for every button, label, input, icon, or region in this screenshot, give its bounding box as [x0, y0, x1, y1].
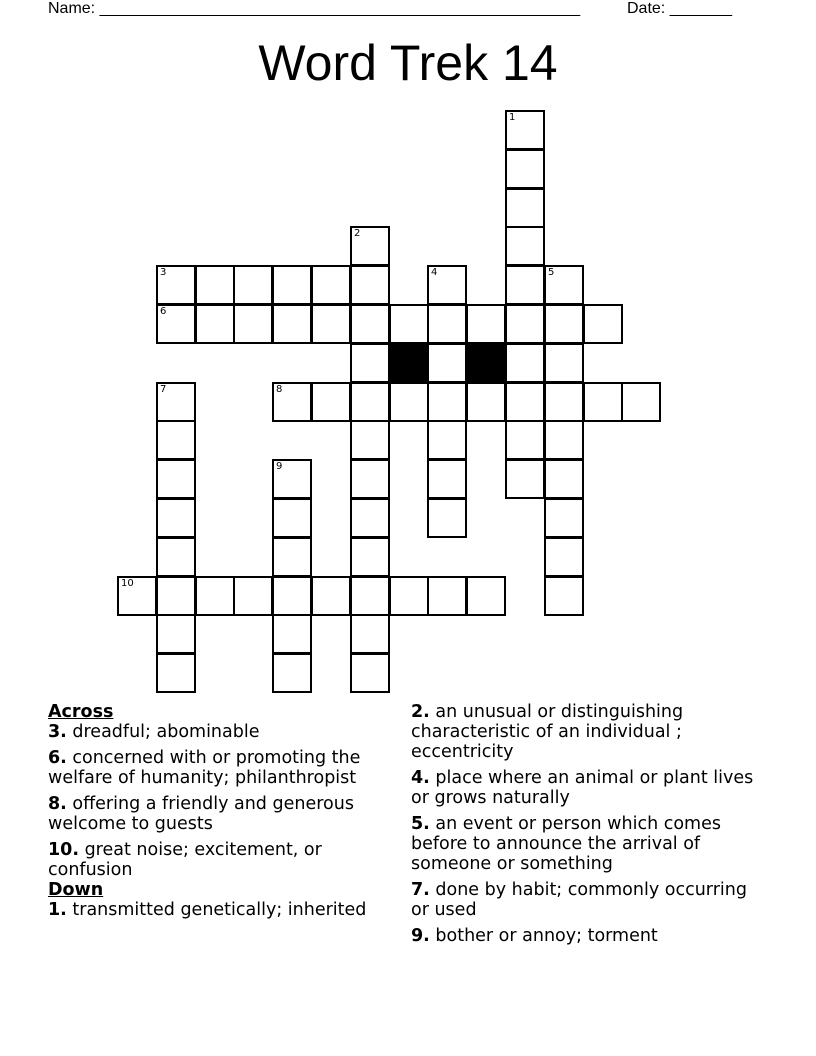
grid-cell[interactable]	[350, 614, 390, 654]
grid-cell[interactable]	[544, 304, 584, 344]
clue-text: concerned with or promoting the welfare of humanity; philanthropist	[48, 748, 361, 788]
grid-cell[interactable]	[544, 343, 584, 383]
grid-cell[interactable]	[195, 304, 235, 344]
clue-text: transmitted genetically; inherited	[66, 900, 367, 920]
numbered-cell-2[interactable]	[350, 226, 390, 266]
grid-cell[interactable]	[505, 149, 545, 189]
grid-cell[interactable]	[272, 265, 312, 305]
grid-cell[interactable]	[272, 614, 312, 654]
grid-cell[interactable]	[466, 382, 506, 422]
grid-cell[interactable]	[350, 304, 390, 344]
grid-cell[interactable]	[311, 576, 351, 616]
clue-text: an event or person which comes before to announce the arrival of someone or something	[411, 814, 721, 874]
grid-cell[interactable]	[156, 576, 196, 616]
grid-cell[interactable]	[427, 420, 467, 460]
grid-cell[interactable]	[389, 382, 429, 422]
cell-number: 7	[160, 384, 167, 395]
grid-cell[interactable]	[389, 304, 429, 344]
grid-cell[interactable]	[233, 576, 273, 616]
grid-cell[interactable]	[427, 343, 467, 383]
grid-cell[interactable]	[505, 459, 545, 499]
clue-text: dreadful; abominable	[66, 722, 260, 742]
grid-cell[interactable]	[350, 382, 390, 422]
across-heading: Across	[48, 702, 114, 722]
grid-cell[interactable]	[272, 537, 312, 577]
grid-cell[interactable]	[272, 304, 312, 344]
grid-cell[interactable]	[195, 576, 235, 616]
grid-cell[interactable]	[156, 459, 196, 499]
clues-left-column	[48, 702, 398, 926]
numbered-cell-6[interactable]	[156, 304, 196, 344]
grid-cell[interactable]	[156, 420, 196, 460]
across-clue-6	[48, 748, 398, 788]
grid-cell[interactable]	[427, 576, 467, 616]
clue-text: an unusual or distinguishing characteristic of an individual ; eccentricity	[411, 702, 684, 762]
down-clue-4	[411, 768, 761, 808]
grid-cell[interactable]	[156, 614, 196, 654]
black-square	[389, 343, 429, 383]
across-clue-3	[48, 722, 398, 742]
clue-number: 2.	[411, 702, 430, 722]
cell-number: 9	[276, 461, 283, 472]
grid-cell[interactable]	[427, 459, 467, 499]
grid-cell[interactable]	[544, 459, 584, 499]
grid-cell[interactable]	[233, 265, 273, 305]
clue-number: 7.	[411, 880, 430, 900]
cell-number: 4	[431, 267, 438, 278]
grid-cell[interactable]	[389, 576, 429, 616]
down-clue-5	[411, 814, 761, 874]
grid-cell[interactable]	[466, 576, 506, 616]
grid-cell[interactable]	[350, 537, 390, 577]
grid-cell[interactable]	[544, 537, 584, 577]
down-clue-1	[48, 900, 398, 920]
grid-cell[interactable]	[311, 265, 351, 305]
clue-text: great noise; excitement, or confusion	[48, 840, 322, 880]
grid-cell[interactable]	[621, 382, 661, 422]
grid-cell[interactable]	[156, 498, 196, 538]
grid-cell[interactable]	[350, 459, 390, 499]
name-field-label[interactable]: Name: ______________________________________________________	[48, 0, 581, 17]
grid-cell[interactable]	[505, 304, 545, 344]
down-clue-7	[411, 880, 761, 920]
grid-cell[interactable]	[350, 343, 390, 383]
numbered-cell-5[interactable]	[544, 265, 584, 305]
worksheet-header	[0, 0, 816, 22]
grid-cell[interactable]	[427, 382, 467, 422]
puzzle-title: Word Trek 14	[258, 35, 558, 91]
black-square	[466, 343, 506, 383]
clue-number: 9.	[411, 926, 430, 946]
clue-text: bother or annoy; torment	[429, 926, 658, 946]
grid-cell[interactable]	[156, 537, 196, 577]
grid-cell[interactable]	[311, 382, 351, 422]
grid-cell[interactable]	[505, 382, 545, 422]
grid-cell[interactable]	[272, 576, 312, 616]
cell-number: 6	[160, 306, 167, 317]
grid-cell[interactable]	[505, 265, 545, 305]
grid-cell[interactable]	[544, 420, 584, 460]
cell-number: 5	[548, 267, 555, 278]
grid-cell[interactable]	[350, 420, 390, 460]
cell-number: 10	[121, 578, 134, 589]
numbered-cell-7[interactable]	[156, 382, 196, 422]
clue-number: 3.	[48, 722, 67, 742]
grid-cell[interactable]	[505, 188, 545, 228]
across-clue-10	[48, 840, 398, 880]
numbered-cell-10[interactable]	[117, 576, 157, 616]
grid-cell[interactable]	[350, 265, 390, 305]
grid-cell[interactable]	[544, 498, 584, 538]
down-heading: Down	[48, 880, 104, 900]
grid-cell[interactable]	[583, 304, 623, 344]
grid-cell[interactable]	[505, 343, 545, 383]
grid-cell[interactable]	[311, 304, 351, 344]
grid-cell[interactable]	[233, 304, 273, 344]
clue-text: offering a friendly and generous welcome to guests	[48, 794, 354, 834]
cell-number: 2	[354, 228, 361, 239]
numbered-cell-9[interactable]	[272, 459, 312, 499]
grid-cell[interactable]	[350, 576, 390, 616]
grid-cell[interactable]	[505, 226, 545, 266]
clue-text: done by habit; commonly occurring or used	[411, 880, 747, 920]
numbered-cell-4[interactable]	[427, 265, 467, 305]
date-field-label[interactable]: Date: _______	[627, 0, 732, 17]
clue-number: 4.	[411, 768, 430, 788]
clue-number: 8.	[48, 794, 67, 814]
grid-cell[interactable]	[544, 382, 584, 422]
grid-cell[interactable]	[272, 653, 312, 693]
clues-right-column	[411, 702, 761, 952]
grid-cell[interactable]	[544, 576, 584, 616]
numbered-cell-8[interactable]	[272, 382, 312, 422]
grid-cell[interactable]	[272, 498, 312, 538]
clue-number: 5.	[411, 814, 430, 834]
grid-cell[interactable]	[583, 382, 623, 422]
grid-cell[interactable]	[350, 653, 390, 693]
clue-text: place where an animal or plant lives or grows naturally	[411, 768, 754, 808]
grid-cell[interactable]	[427, 498, 467, 538]
grid-cell[interactable]	[466, 304, 506, 344]
cell-number: 1	[509, 112, 516, 123]
cell-number: 3	[160, 267, 167, 278]
clue-number: 10.	[48, 840, 80, 860]
grid-cell[interactable]	[505, 420, 545, 460]
grid-cell[interactable]	[350, 498, 390, 538]
across-clue-8	[48, 794, 398, 834]
grid-cell[interactable]	[156, 653, 196, 693]
cell-number: 8	[276, 384, 283, 395]
grid-cell[interactable]	[195, 265, 235, 305]
clue-number: 1.	[48, 900, 67, 920]
grid-cell[interactable]	[427, 304, 467, 344]
down-clue-2	[411, 702, 761, 762]
numbered-cell-1[interactable]	[505, 110, 545, 150]
down-clue-9	[411, 926, 761, 946]
clue-number: 6.	[48, 748, 67, 768]
numbered-cell-3[interactable]	[156, 265, 196, 305]
